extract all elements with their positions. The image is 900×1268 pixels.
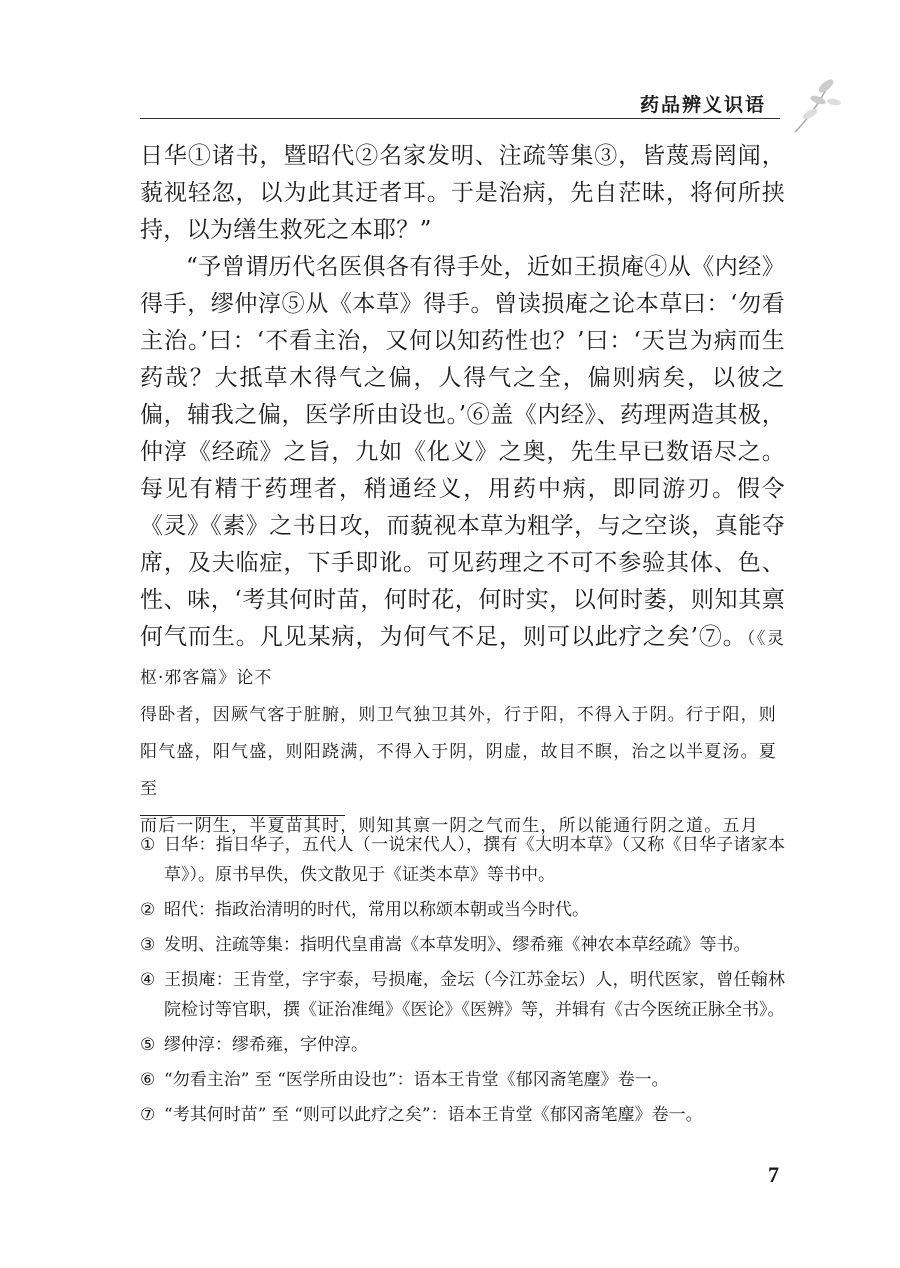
inline-note-line: 得卧者，因厥气客于脏腑，则卫气独卫其外，行于阳，不得入于阴。行于阳，则 <box>140 705 777 725</box>
footnotes <box>140 830 785 1135</box>
inline-note-lines <box>140 697 785 845</box>
footnote-text: 昭代：指政治清明的时代，常用以称颂本朝或当今时代。 <box>164 900 589 920</box>
footnote-marker: ③ <box>140 935 156 955</box>
paragraph-1: 日华①诸书，暨昭代②名家发明、注疏等集③，皆蔑焉罔闻，藐视轻忽，以为此其迂者耳。于是治病，先自茫昧，将何所挟持，以为缮生救死之本耶？” <box>140 143 785 243</box>
paragraph-2-note-start: （《灵枢·邪客篇》论不 <box>140 629 785 688</box>
footnote-rule <box>140 815 345 816</box>
header-rule <box>140 118 780 119</box>
footnote-text: “考其何时苗” 至 “则可以此疗之矣”：语本王肯堂《郁冈斋笔麈》卷一。 <box>164 1105 703 1125</box>
footnote-2 <box>140 895 785 925</box>
footnote-text: “勿看主治” 至 “医学所由设也”：语本王肯堂《郁冈斋笔麈》卷一。 <box>164 1070 669 1090</box>
footnote-text: 缪仲淳：缪希雍，字仲淳。 <box>164 1035 368 1055</box>
footnote-text: 发明、注疏等集：指明代皇甫嵩《本草发明》、缪希雍《神农本草经疏》等书。 <box>164 935 751 955</box>
running-header-title: 药品辨义识语 <box>640 94 767 116</box>
footnote-6 <box>140 1065 785 1095</box>
footnote-7 <box>140 1100 785 1130</box>
footnote-marker: ⑤ <box>140 1035 156 1055</box>
footnote-3 <box>140 930 785 960</box>
page-number: 7 <box>768 1162 779 1187</box>
body-text <box>140 138 785 845</box>
footnote-text: 王损庵：王肯堂，字宇泰，号损庵，金坛（今江苏金坛）人，明代医家，曾任翰林院检讨等官职，撰《证治准绳》《医论》《医辨》等，并辑有《古今医统正脉全书》。 <box>164 970 785 1020</box>
footnote-5 <box>140 1030 785 1060</box>
footnote-marker: ⑦ <box>140 1105 156 1125</box>
footnote-marker: ① <box>140 835 156 855</box>
paragraph-2-main: “予曾谓历代名医俱各有得手处，近如王损庵④从《内经》得手，缪仲淳⑤从《本草》得手。曾读损庵之论本草曰：‘勿看主治。’曰：‘不看主治，又何以知药性也？’曰：‘天岂为病而生药哉？大抵草木得气之偏，人得气之全，偏则病矣，以彼之偏，辅我之偏，医学所由设也。’⑥盖《内经》、药理两造其极，仲淳《经疏》之旨，九如《化义》之奥，先生早已数语尽之。每见有精于药理者，稍通经义，用药中病，即同游刃。假令《灵》《素》之书日攻，而藐视本草为粗学，与之空谈，真能夺席，及夫临症，下手即讹。可见药理之不可不参验其体、色、性、味，‘考其何时苗，何时花，何时实，以何时萎，则知其禀何气而生。凡见某病，为何气不足，则可以此疗之矣’⑦。 <box>140 254 785 650</box>
leaf-ornament-icon <box>790 72 850 142</box>
footnote-marker: ④ <box>140 970 156 990</box>
footnote-marker: ⑥ <box>140 1070 156 1090</box>
footnote-marker: ② <box>140 900 156 920</box>
footnote-text: 日华：指日华子，五代人（一说宋代人），撰有《大明本草》（又称《日华子诸家本草》）。原书早佚，佚文散见于《证类本草》等书中。 <box>164 835 785 885</box>
footnote-1 <box>140 830 785 890</box>
footnote-4 <box>140 965 785 1025</box>
inline-note-line: 而后一阴生，半夏苗其时，则知其禀一阴之气而生，所以能通行阴之道。五月 <box>140 816 759 836</box>
inline-note-line: 阳气盛，阳气盛，则阳跷满，不得入于阴，阴虚，故目不瞑，治之以半夏汤。夏至 <box>140 742 777 799</box>
paragraph-2 <box>140 249 785 697</box>
